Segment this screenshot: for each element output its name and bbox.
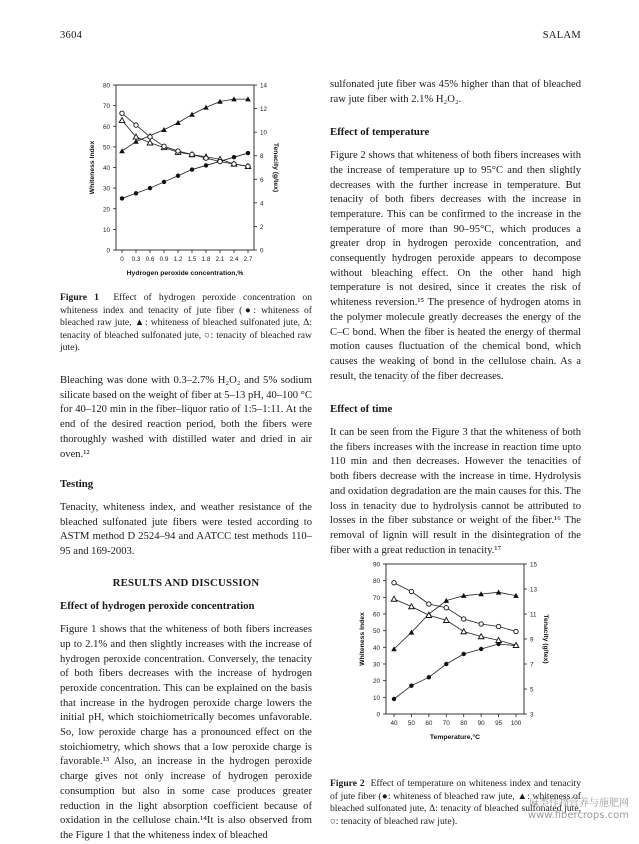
fig1-series-3-point bbox=[119, 118, 125, 123]
temperature-heading: Effect of temperature bbox=[330, 126, 430, 139]
fig1-x-tick-label: 1.8 bbox=[201, 256, 211, 263]
fig2-right-tick-label: 13 bbox=[530, 586, 538, 594]
peroxide-paragraph: Figure 1 shows that the whiteness of both fibers increases up to 2.1% and then slightly increases with the increase of hydrogen peroxide concentration. Conversely, the tenacity of both fibers decreases with the increase of hydrogen peroxide concentration. This can be explained on the basis that increase in the hydrogen peroxide charge lowers the initial pH, which stoichiometrically becomes unfavorable. So, low peroxide charge has a pronounced effect on the stoichiometry, which shows that a low peroxide charge is favorable.¹³ Also, an increase in the hydrogen peroxide charge gives not only increase of hydrogen peroxide consumption but also in some case produces greater reduction in the light absorption coefficient because of oxidation in the cellulose chain.¹⁴It is also observed from the Figure 1 that the whiteness index of bleached bbox=[60, 624, 312, 841]
fig1-left-tick-label: 70 bbox=[102, 103, 110, 111]
fig2-left-tick-label: 60 bbox=[372, 611, 380, 619]
fig2-x-tick-label: 80 bbox=[460, 720, 468, 727]
fig1-left-tick-label: 0 bbox=[106, 247, 110, 255]
fig1-left-tick-label: 30 bbox=[102, 185, 110, 193]
fig1-plot-frame bbox=[116, 85, 254, 250]
fig2-right-tick-label: 5 bbox=[530, 686, 534, 694]
fig2-series-4-point bbox=[462, 617, 466, 621]
fig1-series-3-line bbox=[122, 120, 248, 166]
figure-1-label: Figure 1 bbox=[60, 292, 99, 303]
fig2-series-1-point bbox=[427, 675, 431, 679]
figure-1-chart bbox=[72, 75, 286, 285]
fig1-right-tick-label: 12 bbox=[260, 106, 268, 114]
fig2-right-tick-label: 3 bbox=[530, 711, 534, 719]
fig2-x-tick-label: 95 bbox=[495, 720, 503, 727]
fig2-series-1-point bbox=[392, 697, 396, 701]
fig1-right-tick-label: 14 bbox=[260, 82, 268, 90]
fig1-x-tick-label: 2.7 bbox=[243, 256, 253, 263]
fig1-x-tick-label: 0.6 bbox=[145, 256, 155, 263]
fig1-series-1-point bbox=[246, 151, 250, 155]
fig2-series-4-point bbox=[514, 629, 518, 633]
fig1-series-1-point bbox=[204, 163, 208, 167]
fig2-series-1-line bbox=[394, 644, 516, 699]
fig1-series-1-line bbox=[122, 153, 248, 198]
fig1-y-axis-label-left: Whiteness Index bbox=[89, 140, 96, 195]
fig2-right-tick-label: 11 bbox=[530, 611, 537, 619]
fig1-series-1-point bbox=[162, 180, 166, 184]
fig1-series-4-point bbox=[246, 164, 250, 168]
watermark-line-1: 麻类作物营养与施肥网 bbox=[529, 798, 629, 809]
fig2-series-1-point bbox=[462, 652, 466, 656]
fig2-series-3-point bbox=[461, 629, 467, 634]
fig1-series-2-point bbox=[161, 127, 167, 132]
fig1-y-axis-label-right: Tenacity (g/tex) bbox=[272, 142, 279, 193]
fig1-left-tick-label: 50 bbox=[102, 144, 110, 152]
fig1-series-1-point bbox=[190, 167, 194, 171]
fig2-left-tick-label: 0 bbox=[376, 711, 380, 719]
fig2-series-4-point bbox=[479, 622, 483, 626]
left-column bbox=[60, 374, 312, 844]
fig2-series-1-point bbox=[409, 683, 413, 687]
fig1-series-1-point bbox=[232, 155, 236, 159]
fig2-left-tick-label: 10 bbox=[372, 694, 380, 702]
fig2-series-4-point bbox=[392, 581, 396, 585]
fig2-left-tick-label: 90 bbox=[372, 561, 380, 569]
fig2-plot-frame bbox=[386, 564, 524, 714]
fig1-series-4-point bbox=[120, 111, 124, 115]
fig2-series-4-point bbox=[496, 624, 500, 628]
fig1-x-tick-label: 1.2 bbox=[173, 256, 183, 263]
time-heading: Effect of time bbox=[330, 403, 393, 416]
time-paragraph: It can be seen from the Figure 3 that the whiteness of both the fibers increases with the increase in reaction time upto 110 min and then decreases. However the tenacities of both fibers decrease with the increase in time. Hydrolysis and oxidation degradation are the main causes for this. The loss in tenacity due to hydrolysis cannot be attributed to losses in the fiber substance or weight of the fiber.¹⁶ The removal of lignin will result in the disintegration of the fiber with a great reduction in tenacity.¹⁷ bbox=[330, 427, 581, 556]
fig1-series-4-point bbox=[176, 149, 180, 153]
fig1-left-tick-label: 60 bbox=[102, 123, 110, 131]
fig2-series-2-point bbox=[496, 590, 502, 595]
fig2-series-1-point bbox=[479, 647, 483, 651]
fig1-series-4-point bbox=[218, 159, 222, 163]
fig1-series-2-point bbox=[189, 112, 195, 117]
watermark bbox=[528, 798, 629, 822]
fig2-y-axis-label-right: Tenacity (g/tex) bbox=[542, 614, 549, 664]
fig1-x-axis-label: Hydrogen peroxide concentration,% bbox=[126, 270, 244, 277]
fig1-series-3-point bbox=[147, 140, 153, 145]
fig2-x-tick-label: 40 bbox=[390, 720, 398, 727]
fig1-series-2-point bbox=[203, 105, 209, 110]
fig2-right-tick-label: 9 bbox=[530, 636, 534, 644]
fig1-series-4-point bbox=[162, 144, 166, 148]
running-title: SALAM bbox=[542, 30, 581, 41]
fig1-series-4-point bbox=[134, 123, 138, 127]
fig1-x-tick-label: 2.4 bbox=[229, 256, 239, 263]
continuation-paragraph: sulfonated jute fiber was 45% higher than that of bleached raw jute fiber with 2.1% H₂O₂. bbox=[330, 79, 581, 105]
fig1-right-tick-label: 10 bbox=[260, 129, 268, 137]
fig2-x-axis-label: Temperature,°C bbox=[429, 734, 481, 741]
fig1-x-tick-label: 1.5 bbox=[187, 256, 197, 263]
testing-heading: Testing bbox=[60, 478, 94, 491]
fig1-x-tick-label: 2.1 bbox=[215, 256, 225, 263]
fig1-x-tick-label: 0.9 bbox=[159, 256, 169, 263]
figure-1-caption bbox=[60, 292, 312, 355]
fig1-series-1-point bbox=[134, 191, 138, 195]
fig1-left-tick-label: 80 bbox=[102, 82, 110, 90]
fig1-right-tick-label: 2 bbox=[260, 223, 264, 231]
fig2-series-3-point bbox=[391, 596, 397, 601]
results-heading: RESULTS AND DISCUSSION bbox=[112, 576, 260, 589]
fig1-series-1-point bbox=[120, 196, 124, 200]
bleaching-paragraph: Bleaching was done with 0.3–2.7% H₂O₂ and 5% sodium silicate based on the weight of fiber at 5–13 pH, 40–100 °C for 40–120 min in the fiber–liquor ratio of 1:5–1:11. At the end of the desired reaction period, both the fibers were thoroughly washed with distilled water and dried in air oven.¹² bbox=[60, 375, 312, 460]
fig1-left-tick-label: 10 bbox=[102, 226, 110, 234]
figure-2-label: Figure 2 bbox=[330, 778, 365, 789]
fig1-series-2-point bbox=[119, 148, 125, 153]
fig1-right-tick-label: 8 bbox=[260, 153, 264, 161]
fig1-series-2-point bbox=[175, 120, 181, 125]
fig2-right-tick-label: 15 bbox=[530, 561, 538, 569]
fig2-left-tick-label: 80 bbox=[372, 578, 380, 586]
fig2-left-tick-label: 50 bbox=[372, 628, 380, 636]
figure-1-caption-text: Effect of hydrogen peroxide concentration on whiteness index and tenacity of jute fiber (●: whiteness of bleached raw jute, ▲: whiteness of bleached sulfonated jute, Δ: tenacity of bleached sulfonated jute, ○: tenacity of bleached raw jute). bbox=[60, 292, 313, 354]
fig2-x-tick-label: 60 bbox=[425, 720, 433, 727]
fig1-series-1-point bbox=[176, 174, 180, 178]
figure-2-chart bbox=[342, 558, 556, 790]
watermark-line-2: www.fibercrops.com bbox=[527, 810, 629, 821]
right-column bbox=[330, 78, 581, 558]
fig1-right-tick-label: 4 bbox=[260, 200, 264, 208]
fig1-x-tick-label: 0.3 bbox=[131, 256, 141, 263]
temperature-paragraph: Figure 2 shows that whiteness of both fibers increases with the increase of temperature up to 95°C and then slightly decreases with the further increase in temperature. But tenacity of both fibers decreases with the increase in temperature. This can be confirmed to the increase in the temperature of more than 90–95°C, which produces a greater drop in hydrogen peroxide concentration, and consequently hydrogen peroxide appears to decompose without bleaching effect. On the other hand high temperature is not desired, since it creates the risk of whiteness reversion.¹⁵ The presence of hydrogen atoms in the polymer molecule greatly decreases the energy of the C–C bond. When the fiber is heated the energy of thermal motion causes fluctuation of the chemical bond, which causes the weaking of bond in the cellulose chain. As a result, the tenacity of the fiber decreases. bbox=[330, 150, 581, 382]
fig2-x-tick-label: 100 bbox=[510, 720, 522, 727]
fig2-left-tick-label: 40 bbox=[372, 644, 380, 652]
fig2-left-tick-label: 30 bbox=[372, 661, 380, 669]
fig1-series-4-point bbox=[148, 135, 152, 139]
fig2-series-4-point bbox=[427, 602, 431, 606]
fig2-y-axis-label-left: Whiteness Index bbox=[359, 612, 366, 666]
fig1-series-4-point bbox=[190, 152, 194, 156]
fig2-series-4-point bbox=[444, 606, 448, 610]
fig2-series-3-point bbox=[409, 604, 415, 609]
fig1-series-2-line bbox=[122, 99, 248, 151]
fig1-series-1-point bbox=[148, 186, 152, 190]
fig2-x-tick-label: 90 bbox=[477, 720, 485, 727]
fig1-right-tick-label: 0 bbox=[260, 247, 264, 255]
fig1-left-tick-label: 40 bbox=[102, 165, 110, 172]
fig2-x-tick-label: 70 bbox=[442, 720, 450, 727]
figure-2-caption-text: Effect of temperature on whiteness index and tenacity of jute fiber (●: whiteness of bleached raw jute, ▲: whiteness of bleached sulfonated jute, Δ: tenacity of bleached sulfonated jute, ○: tenacity of bleached raw jute). bbox=[330, 778, 582, 827]
fig1-series-4-point bbox=[204, 156, 208, 160]
peroxide-heading: Effect of hydrogen peroxide concentration bbox=[60, 600, 255, 613]
fig1-series-4-point bbox=[232, 162, 236, 166]
testing-paragraph: Tenacity, whiteness index, and weather resistance of the bleached sulfonated jute fibers were tested according to ASTM method D 2524–94 and AATCC test methods 110–95 and 169-2003. bbox=[60, 501, 312, 558]
fig1-left-tick-label: 20 bbox=[102, 206, 110, 214]
fig2-x-tick-label: 50 bbox=[407, 720, 415, 727]
fig1-right-tick-label: 6 bbox=[260, 176, 264, 184]
fig2-series-4-point bbox=[409, 589, 413, 593]
fig2-left-tick-label: 70 bbox=[372, 594, 380, 602]
fig2-right-tick-label: 7 bbox=[530, 661, 534, 669]
page-number: 3604 bbox=[60, 30, 83, 41]
fig2-left-tick-label: 20 bbox=[372, 678, 380, 686]
fig2-series-1-point bbox=[444, 662, 448, 666]
fig1-x-tick-label: 0 bbox=[120, 256, 124, 263]
